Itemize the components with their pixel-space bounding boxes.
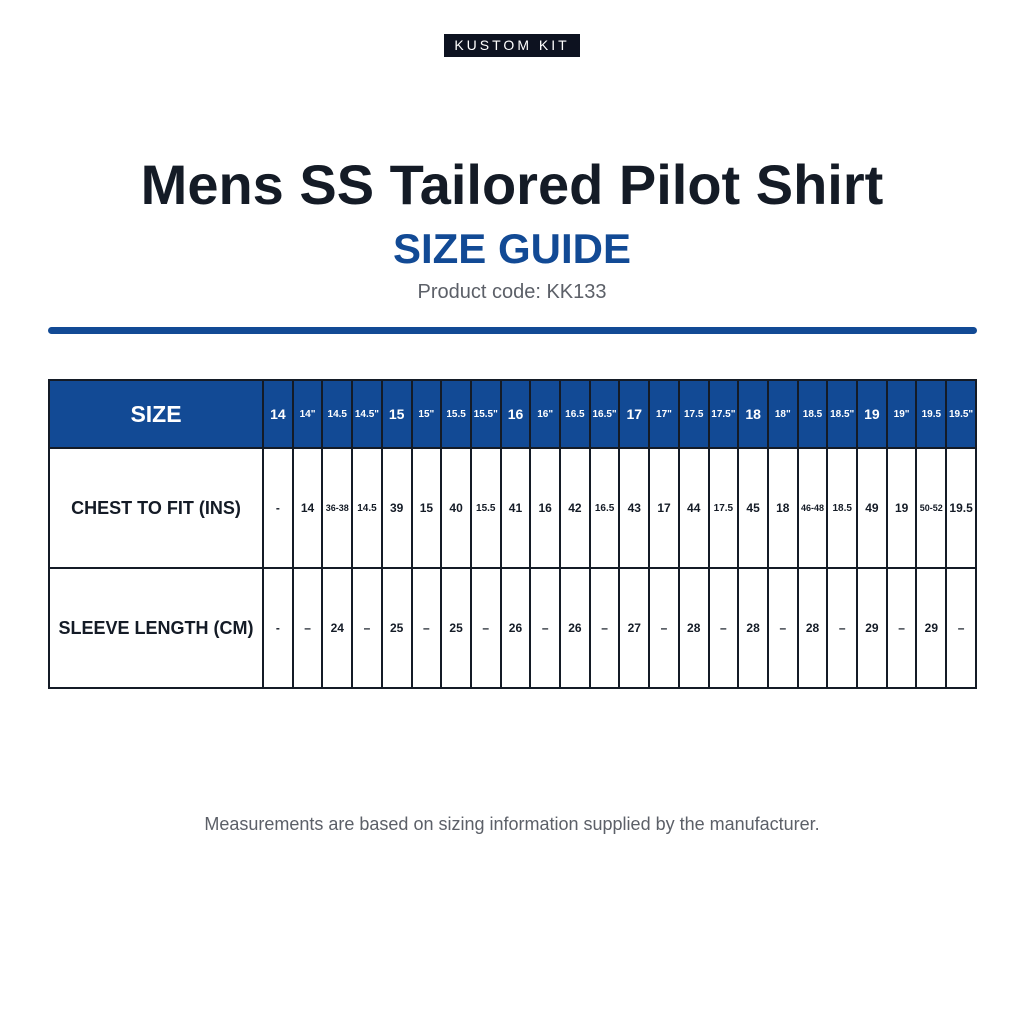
- chest-value: 17: [649, 448, 679, 568]
- chest-value: 16: [530, 448, 560, 568]
- size-header-cell: 16.5: [560, 380, 590, 448]
- chest-row-label: CHEST TO FIT (INS): [49, 448, 263, 568]
- size-header-cell: 17.5": [709, 380, 739, 448]
- size-header-cell: 14.5: [322, 380, 352, 448]
- chest-value: 44: [679, 448, 709, 568]
- chest-value: 14: [293, 448, 323, 568]
- sleeve-value: 28: [679, 568, 709, 688]
- sleeve-value: –: [768, 568, 798, 688]
- chest-value: 42: [560, 448, 590, 568]
- page-subtitle: SIZE GUIDE: [392, 225, 632, 272]
- footer-note: Measurements are based on sizing information supplied by the manufacturer.: [204, 814, 820, 834]
- chest-value: 19: [887, 448, 917, 568]
- size-header-cell: 14.5": [352, 380, 382, 448]
- chest-value: 45: [738, 448, 768, 568]
- sleeve-value: 28: [738, 568, 768, 688]
- chest-value: 50-52: [916, 448, 946, 568]
- chest-value: 16.5: [590, 448, 620, 568]
- sleeve-value: 26: [560, 568, 590, 688]
- sleeve-value: –: [412, 568, 442, 688]
- size-header-cell: 17: [619, 380, 649, 448]
- chest-value: 41: [501, 448, 531, 568]
- size-header-cell: 18.5: [798, 380, 828, 448]
- sleeve-value: 29: [916, 568, 946, 688]
- size-header-cell: 15: [382, 380, 412, 448]
- size-header-cell: 15.5": [471, 380, 501, 448]
- brand-logo: KUSTOM KIT: [444, 34, 580, 57]
- sleeve-value: –: [946, 568, 976, 688]
- sleeve-value: 24: [322, 568, 352, 688]
- chest-value: 40: [441, 448, 471, 568]
- sleeve-value: -: [263, 568, 293, 688]
- size-header-cell: 16.5": [590, 380, 620, 448]
- sleeve-value: 29: [857, 568, 887, 688]
- size-header-cell: 19.5: [916, 380, 946, 448]
- size-guide-table: [48, 379, 977, 689]
- page-title: Mens SS Tailored Pilot Shirt: [140, 153, 884, 216]
- chest-value: -: [263, 448, 293, 568]
- size-header-cell: 15.5: [441, 380, 471, 448]
- chest-value: 18: [768, 448, 798, 568]
- sleeve-value: –: [471, 568, 501, 688]
- sleeve-value: 25: [441, 568, 471, 688]
- sleeve-value: –: [709, 568, 739, 688]
- chest-row: [49, 448, 976, 568]
- size-header-cell: 19.5": [946, 380, 976, 448]
- size-header-cell: 15": [412, 380, 442, 448]
- size-header-label: SIZE: [49, 380, 263, 448]
- chest-value: 36-38: [322, 448, 352, 568]
- sleeve-value: –: [827, 568, 857, 688]
- sleeve-value: 28: [798, 568, 828, 688]
- chest-value: 43: [619, 448, 649, 568]
- sleeve-value: –: [352, 568, 382, 688]
- chest-value: 49: [857, 448, 887, 568]
- sleeve-row: [49, 568, 976, 688]
- sleeve-value: –: [887, 568, 917, 688]
- size-header-row: [49, 380, 976, 448]
- chest-value: 46-48: [798, 448, 828, 568]
- sleeve-value: –: [530, 568, 560, 688]
- sleeve-value: –: [293, 568, 323, 688]
- sleeve-row-label: SLEEVE LENGTH (CM): [49, 568, 263, 688]
- size-header-cell: 14: [263, 380, 293, 448]
- chest-value: 15.5: [471, 448, 501, 568]
- product-code: Product code: KK133: [417, 281, 607, 303]
- chest-value: 19.5: [946, 448, 976, 568]
- chest-value: 14.5: [352, 448, 382, 568]
- chest-value: 17.5: [709, 448, 739, 568]
- sleeve-value: 27: [619, 568, 649, 688]
- size-header-cell: 18: [738, 380, 768, 448]
- chest-value: 39: [382, 448, 412, 568]
- size-header-cell: 18": [768, 380, 798, 448]
- size-header-cell: 17": [649, 380, 679, 448]
- size-header-cell: 16": [530, 380, 560, 448]
- size-header-cell: 19: [857, 380, 887, 448]
- sleeve-value: –: [590, 568, 620, 688]
- sleeve-value: –: [649, 568, 679, 688]
- size-header-cell: 17.5: [679, 380, 709, 448]
- size-header-cell: 18.5": [827, 380, 857, 448]
- size-header-cell: 19": [887, 380, 917, 448]
- chest-value: 18.5: [827, 448, 857, 568]
- chest-value: 15: [412, 448, 442, 568]
- sleeve-value: 25: [382, 568, 412, 688]
- divider-rule: [48, 327, 977, 334]
- size-header-cell: 14": [293, 380, 323, 448]
- sleeve-value: 26: [501, 568, 531, 688]
- size-header-cell: 16: [501, 380, 531, 448]
